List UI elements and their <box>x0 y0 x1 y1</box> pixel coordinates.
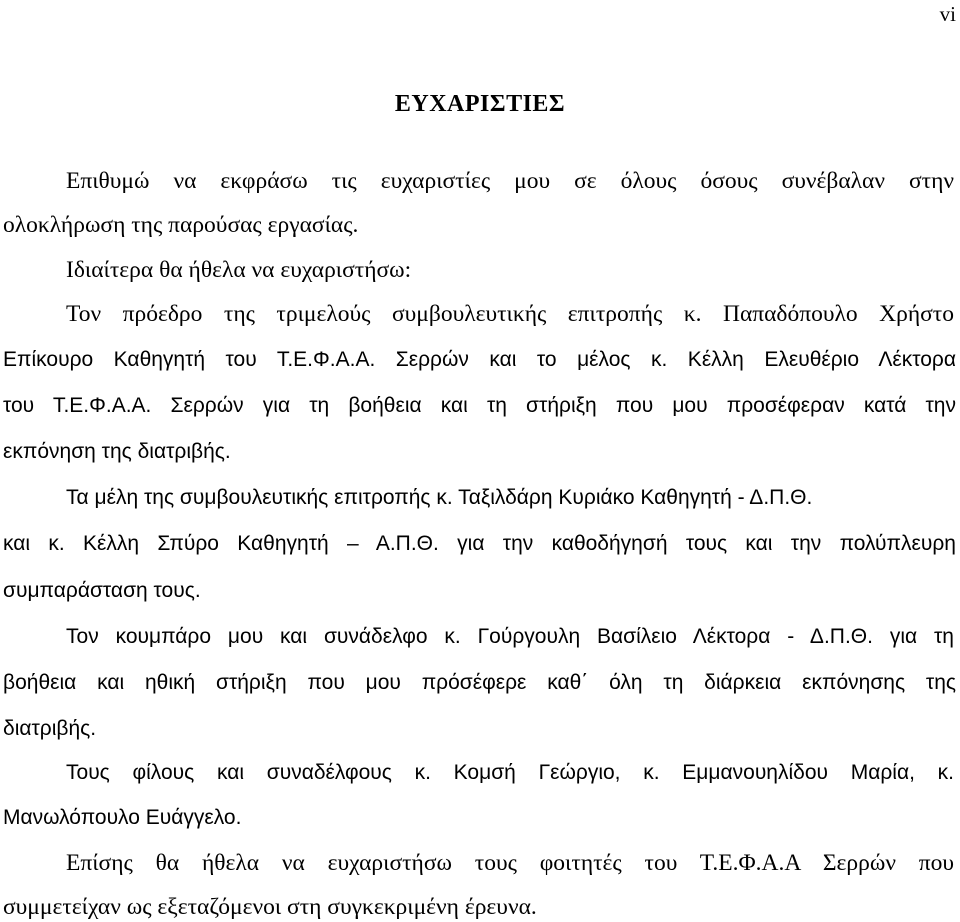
paragraph-line: συμπαράσταση τους. <box>3 579 201 602</box>
paragraph-line: Επίσης θα ήθελα να ευχαριστήσω τους φοιτητές του Τ.Ε.Φ.Α.Α Σερρών που <box>66 850 954 876</box>
page-number: vi <box>939 2 956 26</box>
paragraph-line: Μανωλόπουλο Ευάγγελο. <box>3 806 242 829</box>
paragraph-line: Τον πρόεδρο της τριμελούς συμβουλευτικής επιτροπής κ. Παπαδόπουλο Χρήστο <box>66 301 954 327</box>
paragraph-line: Επιθυμώ να εκφράσω τις ευχαριστίες μου σε όλους όσους συνέβαλαν στην <box>66 168 954 194</box>
paragraph-line: Τον κουμπάρο μου και συνάδελφο κ. Γούργουλη Βασίλειο Λέκτορα - Δ.Π.Θ. για τη <box>66 625 954 648</box>
paragraph-line: ολοκλήρωση της παρούσας εργασίας. <box>3 212 359 238</box>
paragraph-line: βοήθεια και ηθική στήριξη που μου πρόσέφερε καθ΄ όλη τη διάρκεια εκπόνησης της <box>3 671 956 694</box>
paragraph-line: του Τ.Ε.Φ.Α.Α. Σερρών για τη βοήθεια και τη στήριξη που μου προσέφεραν κατά την <box>3 394 956 417</box>
paragraph-line: Επίκουρο Καθηγητή του Τ.Ε.Φ.Α.Α. Σερρών και το μέλος κ. Κέλλη Ελευθέριο Λέκτορα <box>3 348 956 371</box>
page-title: ΕΥΧΑΡΙΣΤΙΕΣ <box>394 91 566 117</box>
paragraph-line: Ιδιαίτερα θα ήθελα να ευχαριστήσω: <box>66 257 412 283</box>
paragraph-line: Τα μέλη της συμβουλευτικής επιτροπής κ. Ταξιλδάρη Κυριάκο Καθηγητή - Δ.Π.Θ. <box>66 486 813 509</box>
paragraph-line: και κ. Κέλλη Σπύρο Καθηγητή – Α.Π.Θ. για την καθοδήγησή τους και την πολύπλευρη <box>3 532 956 555</box>
paragraph-line: συμμετείχαν ως εξεταζόμενοι στη συγκεκριμένη έρευνα. <box>3 894 537 920</box>
paragraph-line: διατριβής. <box>3 717 97 740</box>
paragraph-line: Τους φίλους και συναδέλφους κ. Κομσή Γεώργιο, κ. Εμμανουηλίδου Μαρία, κ. <box>66 761 954 784</box>
paragraph-line: εκπόνηση της διατριβής. <box>3 440 231 463</box>
